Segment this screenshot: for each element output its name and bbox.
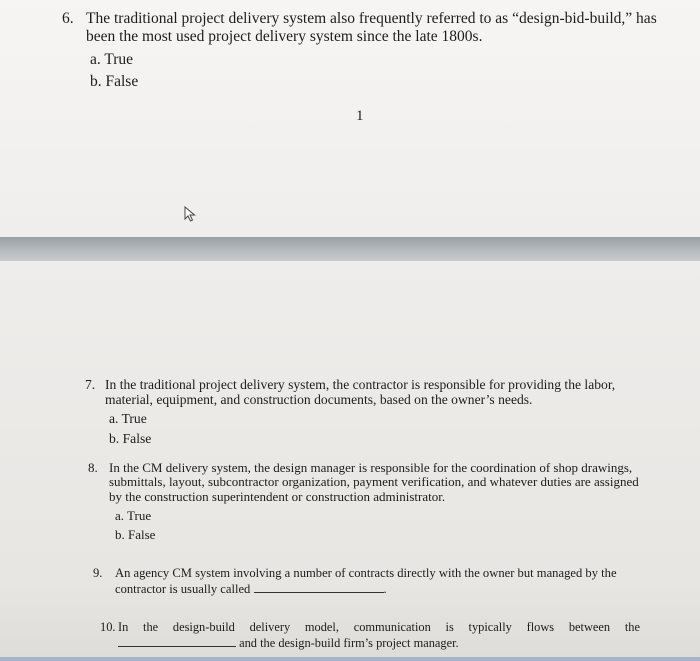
page-break-band: [0, 237, 700, 261]
stem-word: typically: [468, 620, 512, 634]
question-number: 10.: [100, 620, 116, 634]
question-stem: In the traditional project delivery system, the contractor is responsible for providing the labor, material, equipment, and construction documents, based on the owner’s needs.: [105, 377, 616, 408]
stem-end: and the design-build firm’s project manager.: [239, 635, 459, 650]
question-10: [100, 621, 640, 650]
stem-line-1: [118, 621, 640, 635]
option-a[interactable]: a. True: [115, 507, 152, 523]
question-number: 6.: [62, 10, 74, 27]
question-8: [88, 461, 648, 542]
stem-end: .: [383, 581, 387, 596]
option-a[interactable]: a. True: [90, 50, 134, 68]
question-number: 8.: [88, 460, 98, 475]
stem-word: is: [445, 620, 454, 634]
question-number: 7.: [85, 377, 96, 392]
question-6: [62, 10, 682, 91]
question-stem: In the CM delivery system, the design manager is responsible for the coordination of shop drawings, submittals, layout, subcontractor organization, payment verification, and whatever duties are assigned by the construction superintendent or construction administrator.: [109, 460, 639, 504]
question-9: [93, 567, 653, 597]
stem-word: delivery: [249, 620, 291, 634]
stem-text: An agency CM system involving a number of contracts directly with the owner but managed by the contractor is usually called: [115, 566, 617, 596]
option-b[interactable]: b. False: [90, 73, 139, 91]
option-a[interactable]: a. True: [109, 411, 147, 427]
stem-word: model,: [304, 620, 339, 634]
question-stem: The traditional project delivery system also frequently referred to as “design-bid-build,” has been the most used project delivery system since the late 1800s.: [86, 10, 657, 45]
mouse-pointer-icon: [183, 206, 197, 222]
stem-word: the: [624, 620, 640, 634]
stem-word: the: [143, 620, 159, 634]
stem-line-2: [118, 635, 640, 651]
stem-word: In: [118, 620, 129, 634]
bottom-edge: [0, 657, 700, 661]
question-number: 9.: [93, 566, 103, 580]
answer-blank[interactable]: [254, 581, 384, 593]
stem-word: communication: [353, 620, 431, 634]
stem-word: design-build: [172, 620, 235, 634]
question-stem: [118, 621, 640, 650]
option-b[interactable]: b. False: [109, 430, 152, 446]
stem-word: between: [568, 620, 611, 634]
stem-word: flows: [526, 620, 555, 634]
question-7: [85, 377, 660, 446]
option-b[interactable]: b. False: [115, 527, 156, 543]
question-stem: [115, 567, 653, 597]
page-number: 1: [356, 108, 364, 124]
answer-blank[interactable]: [118, 635, 236, 647]
